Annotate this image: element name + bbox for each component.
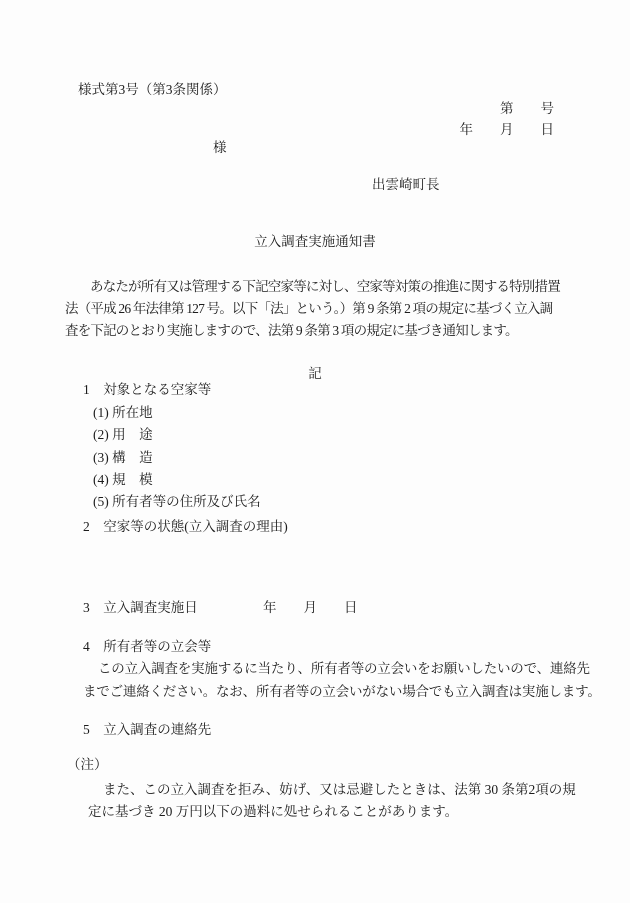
intro-line: 査を下記のとおり実施しますので、法第 9 条第 3 項の規定に基づき通知します。 xyxy=(65,323,518,338)
intro-line: 法（平成 26 年法律第 127 号。以下「法」という。）第 9 条第 2 項の規定に基づく立入調 xyxy=(65,301,553,316)
section-heading-contact: 5 立入調査の連絡先 xyxy=(83,722,212,737)
attendance-line: までご連絡ください。なお、所有者等の立会いがない場合でも立入調査は実施します。 xyxy=(83,684,601,699)
header-date-blank: 年 月 日 xyxy=(459,122,554,137)
note-line: また、この立入調査を拒み、妨げ、又は忌避したときは、法第 30 条第2項の規 xyxy=(103,782,576,797)
document-number-blank: 第 号 xyxy=(500,101,554,116)
section-heading: 3 立入調査実施日 xyxy=(83,600,198,615)
sender-title: 出雲崎町長 xyxy=(372,177,440,192)
list-item-location: (1) 所在地 xyxy=(93,405,153,420)
list-item-structure: (3) 構 造 xyxy=(93,450,153,465)
form-number: 様式第3号（第3条関係） xyxy=(78,82,227,97)
list-item-owner-address-name: (5) 所有者等の住所及び氏名 xyxy=(93,494,261,509)
note-line: 定に基づき 20 万円以下の過料に処せられることがあります。 xyxy=(88,804,459,819)
note-label: （注） xyxy=(67,757,108,772)
record-marker: 記 xyxy=(308,366,322,381)
addressee-honorific: 様 xyxy=(213,140,227,155)
document-title: 立入調査実施通知書 xyxy=(254,234,376,249)
list-item-use: (2) 用 途 xyxy=(93,427,153,442)
intro-line: あなたが所有又は管理する下記空家等に対し、空家等対策の推進に関する特別措置 xyxy=(90,279,560,294)
attendance-line: この立入調査を実施するに当たり、所有者等の立会いをお願いしたいので、連絡先 xyxy=(98,661,590,676)
list-item-scale: (4) 規 模 xyxy=(93,472,153,487)
investigation-date-blank: 年 月 日 xyxy=(263,600,358,615)
section-heading-condition: 2 空家等の状態(立入調査の理由) xyxy=(83,519,288,534)
section-heading: 4 所有者等の立会等 xyxy=(83,639,212,654)
section-heading: 1 対象となる空家等 xyxy=(83,382,212,397)
